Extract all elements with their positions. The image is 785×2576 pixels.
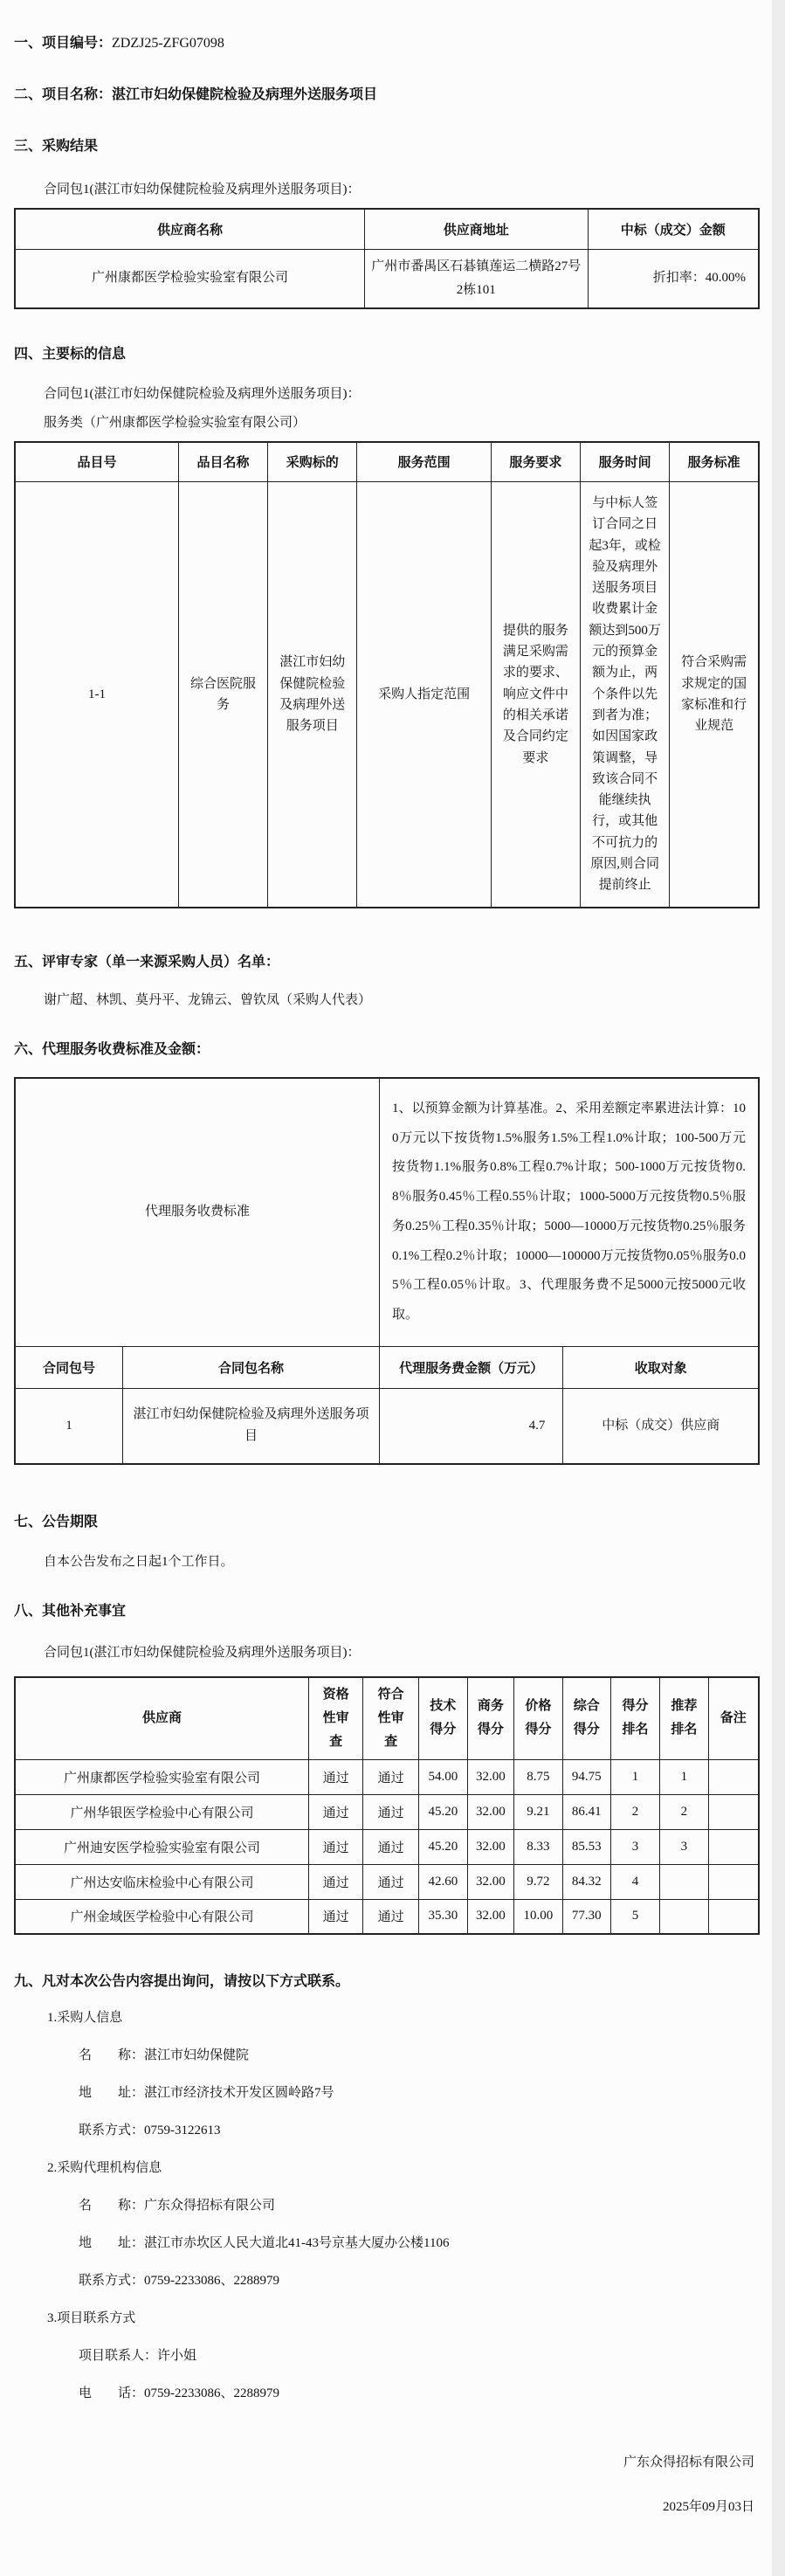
table-header-cell: 品目名称	[178, 442, 267, 482]
agency-fee-standard-text: 1、以预算金额为计算基准。2、采用差额定率累进法计算：100万元以下按货物1.5%服务1.5%工程1.0%计取；100-500万元按货物1.1%服务0.8%工程0.7%计取；500-1000万元按货物0.8％服务0.45％工程0.55％计取；1000-5000万元按货物0.5％服务0.25％工程0.35％计取；5000—10000万元按货物0.25％服务0.1%工程0.2％计取；10000—100000万元按货物0.05％服务0.05％工程0.05％计取。3、代理服务费不足5000元按5000元收取。	[379, 1078, 759, 1347]
table-cell	[660, 1864, 708, 1899]
table-row	[15, 1389, 759, 1464]
project-number-value: ZDZJ25-ZFG07098	[112, 36, 224, 51]
notice-period-text: 自本公告发布之日起1个工作日。	[44, 1554, 234, 1569]
table-cell: 32.00	[467, 1899, 514, 1934]
contact-line: 名 称：湛江市妇幼保健院	[79, 2048, 250, 2063]
table-cell	[708, 1899, 759, 1934]
table-cell: 32.00	[467, 1864, 514, 1899]
agency-fee-standard-label: 代理服务收费标准	[15, 1078, 379, 1347]
contact-group-heading: 3.项目联系方式	[47, 2311, 136, 2326]
table-row	[15, 1899, 759, 1934]
procurement-result-table	[14, 208, 760, 309]
table-cell: 8.75	[514, 1759, 562, 1794]
table-cell: 4	[610, 1864, 659, 1899]
table-cell	[660, 1899, 708, 1934]
table-cell: 通过	[363, 1794, 419, 1829]
agency-fee-table-body	[15, 1389, 759, 1464]
table-cell: 5	[610, 1899, 659, 1934]
score-table	[14, 1676, 760, 1936]
procurement-package-line: 合同包1(湛江市妇幼保健院检验及病理外送服务项目)：	[44, 183, 361, 197]
table-cell: 湛江市妇幼保健院检验及病理外送服务项目	[123, 1389, 380, 1464]
table-cell: 广州迪安医学检验实验室有限公司	[15, 1829, 309, 1864]
table-row	[15, 249, 759, 308]
table-cell: 85.53	[562, 1829, 610, 1864]
table-cell: 94.75	[562, 1759, 610, 1794]
table-cell: 45.20	[419, 1794, 467, 1829]
section-experts-title: 五、评审专家（单一来源采购人员）名单：	[14, 954, 280, 970]
table-cell: 广州市番禺区石碁镇莲运二横路27号2栋101	[364, 249, 588, 308]
table-header-cell: 资格性审查	[309, 1677, 363, 1760]
main-subject-table-header-row	[15, 442, 759, 482]
table-row	[15, 1794, 759, 1829]
contact-group-agency	[14, 2158, 760, 2289]
table-cell: 通过	[309, 1864, 363, 1899]
table-header-cell: 备注	[708, 1677, 759, 1760]
contact-line: 地 址：湛江市赤坎区人民大道北41-43号京基大厦办公楼1106	[79, 2236, 450, 2251]
table-row	[15, 1864, 759, 1899]
table-header-cell: 服务时间	[581, 442, 670, 482]
main-subject-service-line: 服务类（广州康都医学检验实验室有限公司）	[44, 415, 306, 430]
section-main-subject-title: 四、主要标的信息	[14, 346, 127, 362]
main-subject-package-line: 合同包1(湛江市妇幼保健院检验及病理外送服务项目)：	[44, 386, 361, 401]
table-header-cell: 符合性审查	[363, 1677, 419, 1760]
table-cell: 广州华银医学检验中心有限公司	[15, 1794, 309, 1829]
table-cell: 广州金域医学检验中心有限公司	[15, 1899, 309, 1934]
experts-names: 谢广超、林凯、莫丹平、龙锦云、曾钦凤（采购人代表）	[44, 992, 372, 1007]
table-header-cell: 合同包号	[15, 1347, 123, 1389]
table-cell: 广州达安临床检验中心有限公司	[15, 1864, 309, 1899]
section-procurement-result-title: 三、采购结果	[14, 139, 99, 154]
table-header-cell: 服务要求	[491, 442, 580, 482]
footer	[14, 2452, 760, 2515]
table-cell: 通过	[309, 1759, 363, 1794]
table-cell	[708, 1794, 759, 1829]
main-subject-table	[14, 441, 760, 908]
table-cell: 1	[15, 1389, 123, 1464]
table-cell: 符合采购需求规定的国家标准和行业规范	[670, 482, 759, 908]
table-header-cell: 采购标的	[268, 442, 357, 482]
section-contact-title: 九、凡对本次公告内容提出询问，请按以下方式联系。	[14, 1974, 350, 1990]
table-cell: 提供的服务满足采购需求的要求、响应文件中的相关承诺及合同约定要求	[491, 482, 580, 908]
table-cell: 2	[610, 1794, 659, 1829]
table-cell: 1	[660, 1759, 708, 1794]
table-cell: 86.41	[562, 1794, 610, 1829]
table-cell: 通过	[363, 1899, 419, 1934]
table-row	[15, 482, 759, 908]
project-name-value: 湛江市妇幼保健院检验及病理外送服务项目	[112, 87, 378, 102]
contact-group-project	[14, 2308, 760, 2401]
table-header-cell: 品目号	[15, 442, 178, 482]
project-name-label: 二、项目名称：	[14, 87, 113, 102]
procurement-result-table-body	[15, 249, 759, 308]
table-cell: 8.33	[514, 1829, 562, 1864]
table-header-cell: 价格得分	[514, 1677, 562, 1760]
table-cell: 1	[610, 1759, 659, 1794]
score-table-body	[15, 1759, 759, 1934]
table-header-cell: 供应商	[15, 1677, 309, 1760]
table-header-cell: 得分排名	[610, 1677, 659, 1760]
table-cell: 通过	[309, 1829, 363, 1864]
table-cell: 9.72	[514, 1864, 562, 1899]
project-number-label: 一、项目编号：	[14, 36, 113, 51]
agency-fee-table-header-row	[15, 1347, 759, 1389]
table-header-cell: 服务范围	[357, 442, 491, 482]
table-cell: 32.00	[467, 1829, 514, 1864]
table-cell: 1-1	[15, 482, 178, 908]
agency-fee-table	[14, 1077, 760, 1465]
contact-line: 电 话：0759-2233086、2288979	[79, 2386, 279, 2401]
table-header-cell: 商务得分	[467, 1677, 514, 1760]
table-cell: 广州康都医学检验实验室有限公司	[15, 249, 364, 308]
project-name-heading	[14, 83, 760, 103]
table-cell: 通过	[309, 1794, 363, 1829]
table-header-cell: 综合得分	[562, 1677, 610, 1760]
footer-date: 2025年09月03日	[662, 2500, 754, 2515]
footer-company: 广东众得招标有限公司	[623, 2455, 754, 2470]
table-cell: 32.00	[467, 1759, 514, 1794]
contact-line: 名 称：广东众得招标有限公司	[79, 2199, 276, 2213]
section-other-matters-title: 八、其他补充事宜	[14, 1603, 127, 1619]
main-subject-table-body	[15, 482, 759, 908]
score-table-header-row	[15, 1677, 759, 1760]
table-cell: 广州康都医学检验实验室有限公司	[15, 1759, 309, 1794]
contact-group-purchaser	[14, 2007, 760, 2138]
table-cell: 10.00	[514, 1899, 562, 1934]
table-cell: 3	[660, 1829, 708, 1864]
table-cell: 3	[610, 1829, 659, 1864]
table-cell: 中标（成交）供应商	[563, 1389, 759, 1464]
table-header-cell: 供应商地址	[364, 209, 588, 249]
contact-line: 联系方式：0759-2233086、2288979	[79, 2274, 279, 2289]
table-cell: 通过	[309, 1899, 363, 1934]
table-cell: 9.21	[514, 1794, 562, 1829]
contact-line: 联系方式：0759-3122613	[79, 2124, 221, 2138]
table-cell: 通过	[363, 1829, 419, 1864]
table-cell: 综合医院服务	[178, 482, 267, 908]
contact-line: 项目联系人：许小姐	[79, 2349, 197, 2364]
table-cell: 4.7	[379, 1389, 562, 1464]
table-cell: 湛江市妇幼保健院检验及病理外送服务项目	[268, 482, 357, 908]
table-cell: 通过	[363, 1759, 419, 1794]
table-cell: 32.00	[467, 1794, 514, 1829]
agency-fee-standard-row	[15, 1078, 759, 1347]
table-header-cell: 中标（成交）金额	[588, 209, 759, 249]
project-number-heading	[14, 31, 760, 52]
table-cell: 2	[660, 1794, 708, 1829]
table-cell: 通过	[363, 1864, 419, 1899]
table-cell: 77.30	[562, 1899, 610, 1934]
section-agency-fee-title: 六、代理服务收费标准及金额：	[14, 1041, 210, 1057]
contact-line: 地 址：湛江市经济技术开发区圆岭路7号	[79, 2086, 334, 2101]
table-cell	[708, 1864, 759, 1899]
table-row	[15, 1829, 759, 1864]
other-matters-package-line: 合同包1(湛江市妇幼保健院检验及病理外送服务项目)：	[44, 1645, 361, 1660]
procurement-result-table-header-row	[15, 209, 759, 249]
table-header-cell: 合同包名称	[123, 1347, 380, 1389]
table-header-cell: 推荐排名	[660, 1677, 708, 1760]
table-header-cell: 供应商名称	[15, 209, 364, 249]
table-cell: 54.00	[419, 1759, 467, 1794]
table-header-cell: 收取对象	[563, 1347, 759, 1389]
table-cell: 折扣率：40.00%	[588, 249, 759, 308]
table-cell: 42.60	[419, 1864, 467, 1899]
table-header-cell: 技术得分	[419, 1677, 467, 1760]
table-cell: 采购人指定范围	[357, 482, 491, 908]
table-header-cell: 服务标准	[670, 442, 759, 482]
table-cell: 与中标人签订合同之日起3年，或检验及病理外送服务项目收费累计金额达到500万元的预算金额为止，两个条件以先到者为准；如因国家政策调整，导致该合同不能继续执行，或其他不可抗力的原因,则合同提前终止	[581, 482, 670, 908]
contact-group-heading: 1.采购人信息	[47, 2011, 123, 2026]
contact-group-heading: 2.采购代理机构信息	[47, 2161, 162, 2176]
table-cell	[708, 1829, 759, 1864]
table-cell: 35.30	[419, 1899, 467, 1934]
table-cell: 45.20	[419, 1829, 467, 1864]
table-row	[15, 1759, 759, 1794]
section-notice-period-title: 七、公告期限	[14, 1514, 99, 1530]
table-cell	[708, 1759, 759, 1794]
table-cell: 84.32	[562, 1864, 610, 1899]
table-header-cell: 代理服务费金额（万元）	[379, 1347, 562, 1389]
